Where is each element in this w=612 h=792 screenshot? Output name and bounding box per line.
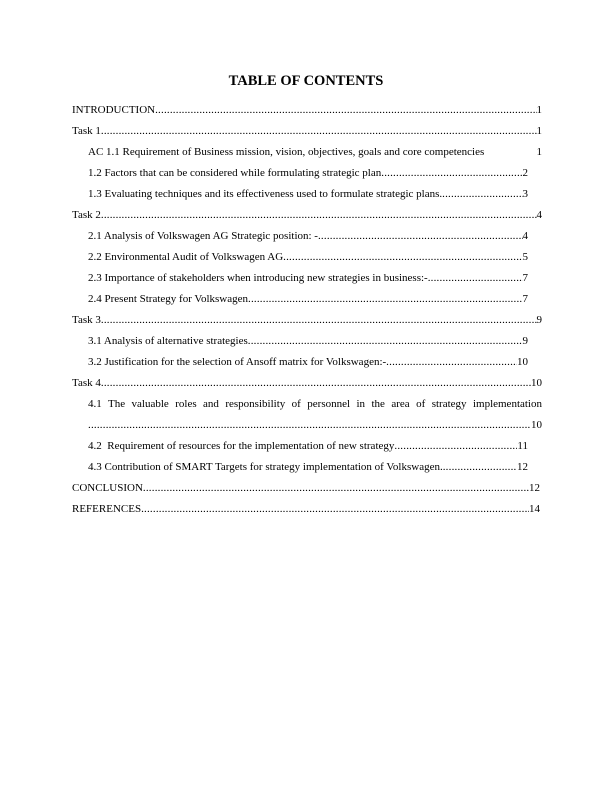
toc-entry-task-4[interactable]: Task 4 ..... 10 — [72, 374, 542, 395]
toc-entry-2-1[interactable]: 2.1 Analysis of Volkswagen AG Strategic position: - ..... 4 — [72, 227, 528, 248]
toc-entry-4-1-leader: ..... 10 — [72, 416, 542, 437]
toc-entry-2-2[interactable]: 2.2 Environmental Audit of Volkswagen AG ..... 5 — [72, 248, 528, 269]
toc-title: TABLE OF CONTENTS — [228, 73, 384, 89]
toc-entry-3-2[interactable]: 3.2 Justification for the selection of Ansoff matrix for Volkswagen:- ..... 10 — [72, 353, 528, 374]
toc-entry-4-1[interactable]: 4.1 The valuable roles and responsibility of personnel in the area of strategy implementation — [88, 398, 542, 410]
toc-entry-3-1[interactable]: 3.1 Analysis of alternative strategies ..... 9 — [72, 332, 528, 353]
toc-entry-conclusion[interactable]: CONCLUSION ..... 12 — [72, 479, 540, 500]
toc-entry-task-1[interactable]: Task 1 ..... 1 — [72, 122, 542, 143]
toc-entry-1-1[interactable]: AC 1.1 Requirement of Business mission, vision, objectives, goals and core competencies 1 — [88, 146, 542, 158]
toc-entry-introduction[interactable]: INTRODUCTION ..... 1 — [72, 101, 542, 122]
toc-entry-task-3[interactable]: Task 3 ..... 9 — [72, 311, 542, 332]
toc-entry-2-4[interactable]: 2.4 Present Strategy for Volkswagen ..... 7 — [72, 290, 528, 311]
toc-entry-1-3[interactable]: 1.3 Evaluating techniques and its effectiveness used to formulate strategic plans. ..... 3 — [72, 185, 528, 206]
toc-entry-1-2[interactable]: 1.2 Factors that can be considered while formulating strategic plan ..... 2 — [72, 164, 528, 185]
toc-entry-4-2[interactable]: 4.2 Requirement of resources for the implementation of new strategy ..... 11 — [72, 437, 528, 458]
toc-entry-2-3[interactable]: 2.3 Importance of stakeholders when introducing new strategies in business:- ..... 7 — [72, 269, 528, 290]
toc-entry-task-2[interactable]: Task 2 ..... 4 — [72, 206, 542, 227]
toc-entry-references[interactable]: REFERENCES ..... 14 — [72, 500, 540, 521]
toc-entry-4-3[interactable]: 4.3 Contribution of SMART Targets for strategy implementation of Volkswagen. ..... 12 — [72, 458, 528, 479]
table-of-contents — [72, 101, 542, 521]
